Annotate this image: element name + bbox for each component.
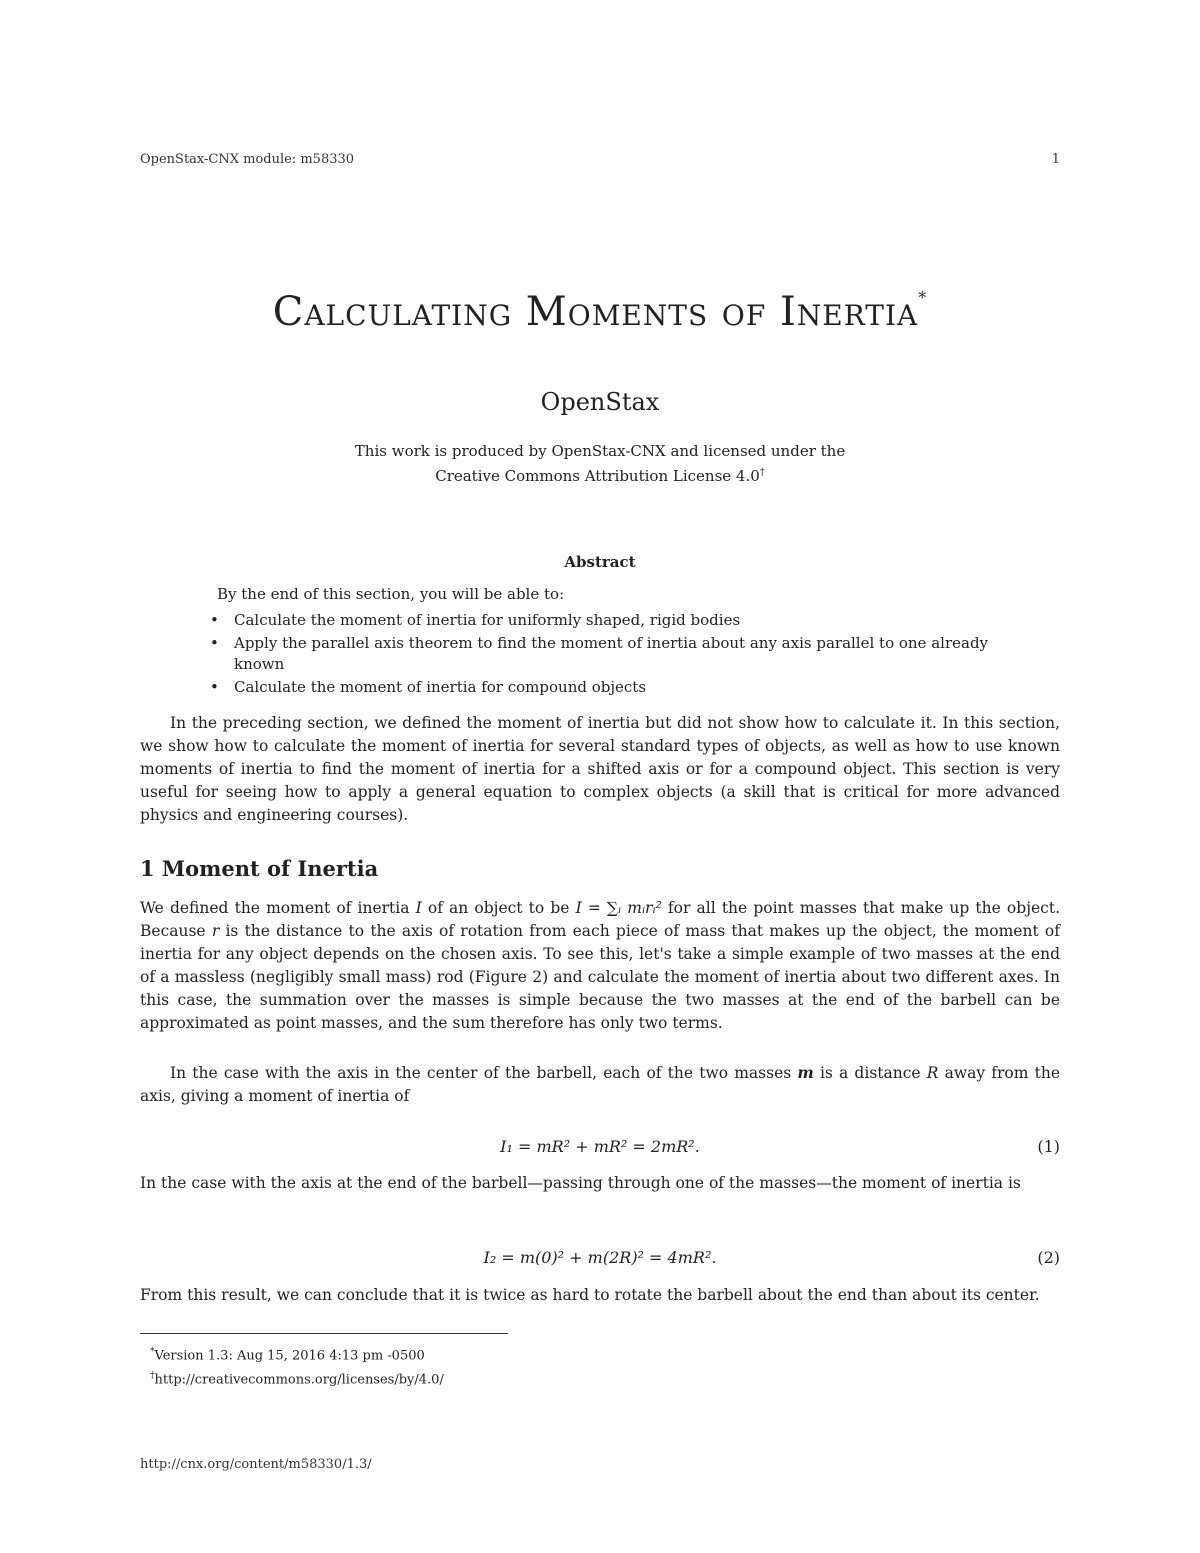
section-paragraph-3: In the case with the axis at the end of the barbell—passing through one of the masses—the moment of inertia is	[140, 1174, 1021, 1192]
equation-2	[140, 1248, 1060, 1274]
equation-1	[140, 1137, 1060, 1163]
bullet-icon: •	[210, 634, 219, 652]
equation-number: (2)	[1037, 1248, 1060, 1267]
text-run: is a distance	[813, 1064, 927, 1082]
section-paragraph-4: From this result, we can conclude that it is twice as hard to rotate the barbell about the end than about its center.	[140, 1286, 1040, 1304]
title-text: Calculating Moments of Inertia	[272, 289, 919, 335]
math-symbol: R	[926, 1064, 939, 1082]
license-url-link[interactable]: http://creativecommons.org/licenses/by/4.0/	[154, 1372, 444, 1388]
list-item-text: Calculate the moment of inertia for compound objects	[234, 678, 647, 696]
footnotes	[150, 1342, 444, 1391]
equation-body: I₂ = m(0)² + m(2R)² = 4mR².	[483, 1248, 717, 1267]
footnote-mark: *	[150, 1347, 155, 1357]
learning-objectives-list	[210, 610, 1020, 700]
section-heading: 1 Moment of Inertia	[140, 856, 379, 881]
text-run: for all the point masses that make up the object. Because	[140, 899, 1061, 940]
math-symbol: m	[797, 1063, 814, 1082]
abstract-heading: Abstract	[564, 553, 636, 571]
footnote-mark: †	[150, 1371, 155, 1382]
license-line-2	[100, 462, 1100, 487]
section-paragraph-2	[140, 1061, 1060, 1108]
footnote-1	[150, 1342, 444, 1366]
footnote-2	[150, 1366, 444, 1390]
title-footnote-mark[interactable]: *	[918, 288, 928, 307]
license-footnote-mark[interactable]: †	[759, 467, 765, 478]
list-item	[210, 633, 1020, 675]
math-symbol: I	[415, 899, 422, 917]
math-formula: I = ∑ᵢ mᵢrᵢ²	[575, 899, 662, 917]
bullet-icon: •	[210, 611, 219, 629]
text-run: We defined the moment of inertia	[140, 899, 416, 917]
running-header	[140, 152, 1060, 167]
abstract-intro: By the end of this section, you will be able to:	[217, 585, 565, 603]
author: OpenStax	[540, 388, 660, 416]
license-line-1: This work is produced by OpenStax-CNX and licensed under the	[354, 442, 846, 460]
text-run: In the case with the axis in the center of the barbell, each of the two masses	[170, 1064, 798, 1082]
page-number: 1	[1051, 152, 1060, 167]
footer-url-link[interactable]: http://cnx.org/content/m58330/1.3/	[140, 1457, 372, 1472]
list-item	[210, 677, 1020, 698]
equation-number: (1)	[1037, 1137, 1060, 1156]
section-paragraph-1	[140, 897, 1060, 1035]
list-item	[210, 610, 1020, 631]
license-link[interactable]: Creative Commons Attribution License 4.0	[435, 467, 760, 485]
document-title	[100, 288, 1100, 335]
module-id: OpenStax-CNX module: m58330	[140, 152, 355, 167]
text-run: away from the axis, giving a moment of inertia of	[140, 1064, 1060, 1105]
bullet-icon: •	[210, 678, 219, 696]
license-notice	[100, 440, 1100, 487]
list-item-text: Apply the parallel axis theorem to find the moment of inertia about any axis parallel to one already known	[234, 634, 989, 673]
text-run: of an object to be	[421, 899, 576, 917]
intro-paragraph: In the preceding section, we defined the moment of inertia but did not show how to calculate it. In this section, we show how to calculate the moment of inertia for several standard types of objects, as well as how to use known moments of inertia to find the moment of inertia for a shifted axis or for a compound object. This section is very useful for seeing how to apply a general equation to complex objects (a skill that is critical for more advanced physics and engineering courses).	[140, 714, 1060, 824]
math-symbol: r	[211, 922, 220, 940]
equation-body: I₁ = mR² + mR² = 2mR².	[500, 1137, 700, 1156]
footnote-text: Version 1.3: Aug 15, 2016 4:13 pm -0500	[154, 1348, 425, 1364]
text-run: is the distance to the axis of rotation from each piece of mass that makes up the object, the moment of inertia for any object depends on the chosen axis. To see this, let's take a simple example of two masses at the end of a massless (negligibly small mass) rod (Figure 2) and calculate the moment of inertia about two different axes. In this case, the summation over the masses is simple because the two masses at the end of the barbell can be approximated as point masses, and the sum therefore has only two terms.	[140, 922, 1060, 1032]
list-item-text: Calculate the moment of inertia for uniformly shaped, rigid bodies	[234, 611, 741, 629]
footnote-divider	[140, 1333, 508, 1334]
